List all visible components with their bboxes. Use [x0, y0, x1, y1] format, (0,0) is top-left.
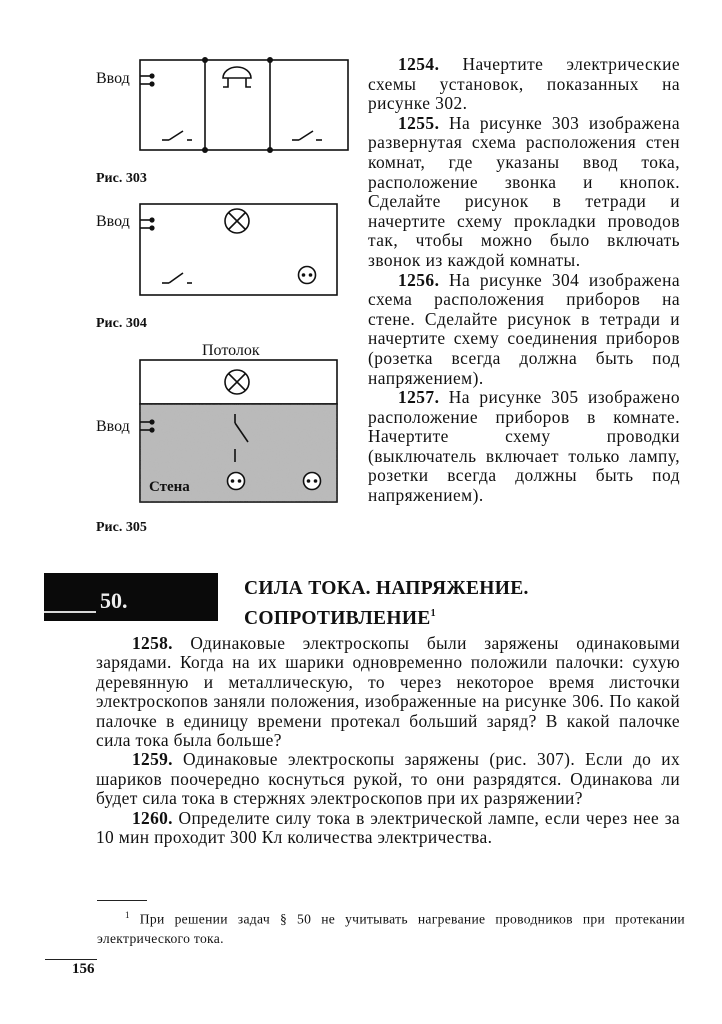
page-number-rule	[45, 959, 97, 960]
fig305-input-label: Ввод	[96, 418, 130, 435]
problem-text: Определите силу тока в электрической лампе, если через нее за 10 мин проходит 300 Кл количества электричества.	[96, 807, 680, 848]
fig304-input-terminals-icon	[140, 217, 155, 230]
problem-number: 1256.	[398, 269, 440, 290]
fig303-caption: Рис. 303	[96, 171, 147, 186]
fig305-socket-1-icon	[228, 473, 245, 490]
fig305-caption: Рис. 305	[96, 520, 147, 535]
fig304-socket-icon	[299, 267, 316, 284]
fig303-input-label: Ввод	[96, 70, 130, 87]
fig305-ceiling-label: Потолок	[202, 342, 260, 359]
fig303-bell-icon	[223, 67, 251, 87]
problem-number: 1259.	[132, 749, 173, 770]
fig305-wall-label: Стена	[149, 479, 190, 495]
problem-1258	[96, 634, 680, 750]
problem-1260	[96, 809, 680, 848]
section-title-line1: СИЛА ТОКА. НАПРЯЖЕНИЕ.	[244, 578, 529, 599]
section-number: 50.	[100, 588, 128, 613]
footnote-rule	[97, 900, 147, 901]
problem-text: На рисунке 305 изображено расположение приборов в комнате. Начертите схему проводки (выключатель включает только лампу, розетки всегда должны быть под напряжением).	[368, 387, 680, 506]
fig304-lamp-icon	[225, 209, 249, 233]
fig303-diagram	[135, 55, 360, 155]
section-title	[244, 576, 529, 631]
fig303-switch-left-icon	[162, 131, 192, 140]
problem-number: 1254.	[398, 54, 440, 74]
footnote	[97, 906, 685, 948]
problem-1254	[368, 55, 680, 114]
problems-right-column	[368, 55, 680, 506]
fig304-caption: Рис. 304	[96, 316, 147, 331]
problem-1259	[96, 750, 680, 808]
page-number: 156	[72, 961, 95, 977]
problem-text: На рисунке 303 изображена развернутая схема расположения стен комнат, где указаны ввод тока, расположение звонка и кнопок. Сделайте рисунок в тетради и начертите схему прокладки проводов так, чтобы можно было включать звонок из каждой комнаты.	[368, 112, 680, 270]
fig304-diagram	[135, 200, 345, 300]
fig304-input-label: Ввод	[96, 213, 130, 230]
problem-1256	[368, 271, 680, 389]
section-title-line2: СОПРОТИВЛЕНИЕ$^1$	[244, 608, 436, 629]
fig304-switch-icon	[162, 273, 192, 283]
section-rule	[44, 611, 96, 613]
problem-1257	[368, 388, 680, 506]
problem-number: 1260.	[132, 807, 173, 828]
problem-text: Одинаковые электроскопы были заряжены одинаковыми зарядами. Когда на их шарики одновременно положили палочки: сухую деревянную и металлическую, то через некоторое время листочки электроскопов заняли положения, изображенные на рисунке 306. По какой палочке в единицу времени протекал больший заряд? В какой палочке сила тока была больше?	[96, 633, 680, 751]
problem-number: 1257.	[398, 387, 440, 408]
footnote-text: При решении задач § 50 не учитывать нагревание проводников при протекании электрического тока.	[97, 911, 685, 946]
problem-number: 1258.	[132, 633, 173, 653]
problem-text: На рисунке 304 изображена схема расположения приборов на стене. Сделайте рисунок в тетради и начертите схему соединения приборов (розетка всегда должна быть под напряжением).	[368, 269, 680, 388]
fig305-socket-2-icon	[304, 473, 321, 490]
problems-main	[96, 634, 680, 847]
footnote-mark: 1	[430, 608, 436, 619]
problem-text: Начертите электрические схемы установок, показанных на рисунке 302.	[368, 54, 680, 114]
problem-number: 1255.	[398, 112, 440, 133]
problem-text: Одинаковые электроскопы заряжены (рис. 307). Если до их шариков поочередно коснуться рукой, то они разрядятся. Одинакова ли будет сила тока в стержнях электроскопов при их разряжении?	[96, 749, 680, 809]
fig303-input-terminals-icon	[140, 73, 155, 86]
fig303-switch-right-icon	[292, 131, 322, 140]
problem-1255	[368, 114, 680, 271]
section-number-block	[44, 573, 218, 621]
footnote-mark: 1	[125, 910, 130, 920]
